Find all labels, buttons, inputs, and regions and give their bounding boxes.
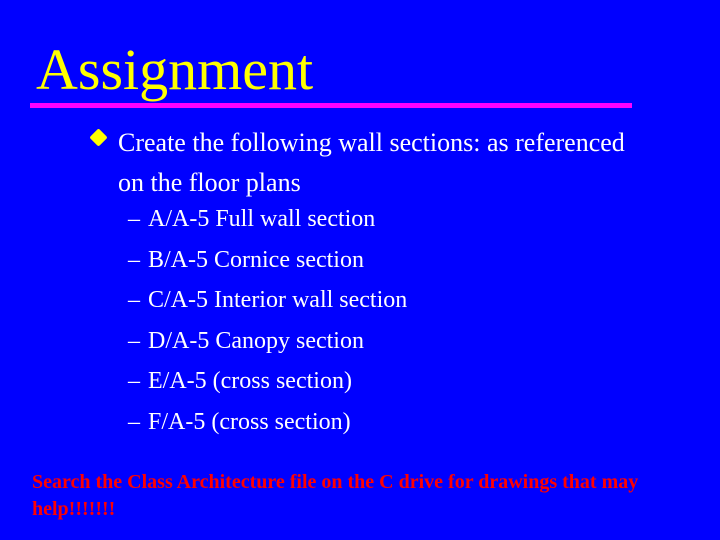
dash-marker: – bbox=[128, 408, 140, 435]
sub-bullet-item bbox=[128, 240, 407, 281]
dash-marker: – bbox=[128, 287, 140, 313]
dash-marker: – bbox=[128, 368, 140, 394]
sub-bullet-item bbox=[128, 321, 407, 362]
sub-bullet-text: F/A-5 (cross section) bbox=[148, 408, 351, 435]
search-note: Search the Class Architecture file on the C drive for drawings that may help!!!!!!! bbox=[32, 471, 639, 520]
sub-bullet-text: B/A-5 Cornice section bbox=[148, 246, 364, 273]
sub-bullet-list bbox=[128, 199, 407, 442]
sub-bullet-text: E/A-5 (cross section) bbox=[148, 368, 352, 394]
title-underline bbox=[30, 103, 632, 108]
sub-bullet-text: C/A-5 Interior wall section bbox=[148, 287, 408, 313]
diamond-bullet-icon bbox=[89, 128, 107, 146]
main-bullet-text: Create the following wall sections: as referenced on the floor plans bbox=[118, 128, 625, 197]
sub-bullet-item bbox=[128, 402, 407, 443]
dash-marker: – bbox=[128, 327, 140, 354]
sub-bullet-text: D/A-5 Canopy section bbox=[148, 327, 364, 354]
dash-marker: – bbox=[128, 246, 140, 273]
slide-title: Assignment bbox=[36, 37, 314, 102]
dash-marker: – bbox=[128, 206, 140, 232]
sub-bullet-text: A/A-5 Full wall section bbox=[148, 206, 376, 232]
sub-bullet-item bbox=[128, 199, 407, 240]
sub-bullet-item bbox=[128, 361, 407, 402]
sub-bullet-item bbox=[128, 280, 407, 321]
